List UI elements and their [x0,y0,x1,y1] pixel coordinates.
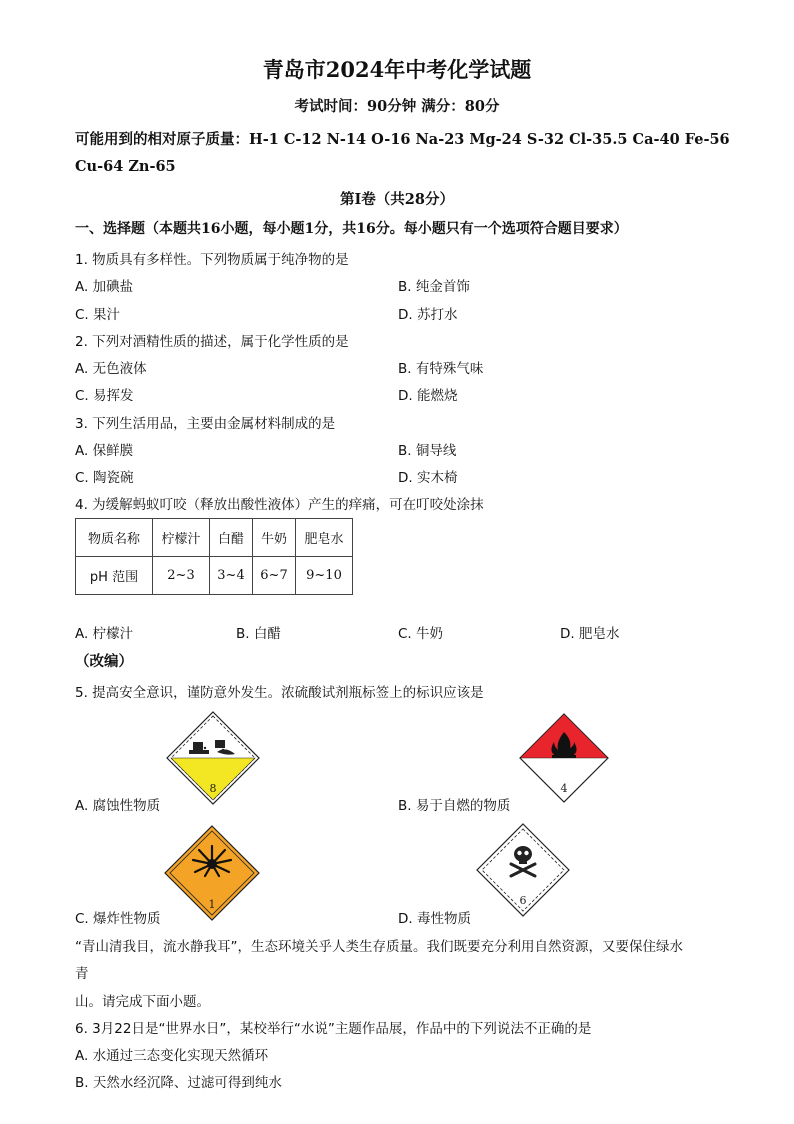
ph-table-cell: 3~4 [210,557,253,595]
question-3-option-b: B. 铜导线 [398,443,457,459]
question-6-option-a: A. 水通过三态变化实现天然循环 [75,1048,269,1064]
flammable-class-number: 4 [560,782,568,795]
question-3-stem: 3. 下列生活用品，主要由金属材料制成的是 [75,416,336,432]
atomic-mass-line-1: 可能用到的相对原子质量：H-1 C-12 N-14 O-16 Na-23 Mg-24 S-32 Cl-35.5 Ca-40 Fe-56 [75,131,730,148]
question-1-option-d: D. 苏打水 [398,307,458,323]
question-2-option-b: B. 有特殊气味 [398,361,484,377]
question-2-option-c: C. 易挥发 [75,388,134,404]
section-heading: 一、选择题（本题共16小题，每小题1分，共16分。每小题只有一个选项符合题目要求） [75,221,628,237]
toxic-hazard-icon [475,822,571,918]
exam-info: 考试时间：90分钟 满分：80分 [294,98,500,115]
corrosive-class-number: 8 [209,782,217,795]
ph-table-header: 牛奶 [253,519,296,557]
corrosive-hazard-icon [165,710,261,806]
passage-line-3: 山。请完成下面小题。 [75,994,210,1010]
ph-table-cell: 9~10 [296,557,353,595]
question-3-option-d: D. 实木椅 [398,470,458,486]
question-5-option-d: D. 毒性物质 [398,911,471,927]
question-2-stem: 2. 下列对酒精性质的描述，属于化学性质的是 [75,334,349,350]
ph-table-header: 柠檬汁 [153,519,210,557]
ph-table-header: 物质名称 [76,519,153,557]
question-5-option-a: A. 腐蚀性物质 [75,798,161,814]
adapted-note: （改编） [75,653,133,670]
ph-table-row [76,557,353,595]
question-3-option-a: A. 保鲜膜 [75,443,134,459]
ph-table [75,518,353,595]
explosive-hazard-icon [163,824,261,922]
ph-table-cell: 2~3 [153,557,210,595]
question-5-stem: 5. 提高安全意识，谨防意外发生。浓硫酸试剂瓶标签上的标识应该是 [75,685,484,701]
passage-line-2: 青 [75,966,89,982]
atomic-mass-line-2: Cu-64 Zn-65 [75,158,176,175]
question-2-option-a: A. 无色液体 [75,361,147,377]
question-2-option-d: D. 能燃烧 [398,388,458,404]
question-6-stem: 6. 3月22日是“世界水日”，某校举行“水说”主题作品展，作品中的下列说法不正确的是 [75,1021,592,1037]
question-4-stem: 4. 为缓解蚂蚁叮咬（释放出酸性液体）产生的痒痛，可在叮咬处涂抹 [75,497,484,513]
ph-table-header: 肥皂水 [296,519,353,557]
question-1-option-a: A. 加碘盐 [75,279,134,295]
question-6-option-b: B. 天然水经沉降、过滤可得到纯水 [75,1075,282,1091]
question-5-option-c: C. 爆炸性物质 [75,911,161,927]
question-1-option-c: C. 果汁 [75,307,121,323]
question-4-option-a: A. 柠檬汁 [75,626,134,642]
question-3-option-c: C. 陶瓷碗 [75,470,134,486]
flammable-hazard-icon [518,712,610,804]
explosive-class-number: 1 [208,898,216,911]
part-heading: 第Ⅰ卷（共28分） [340,191,454,208]
toxic-class-number: 6 [519,894,527,907]
question-4-option-d: D. 肥皂水 [560,626,620,642]
question-4-option-b: B. 白醋 [236,626,281,642]
question-1-option-b: B. 纯金首饰 [398,279,470,295]
ph-table-header-row [76,519,353,557]
ph-table-header: 白醋 [210,519,253,557]
question-5-option-b: B. 易于自燃的物质 [398,798,511,814]
page-title: 青岛市2024年中考化学试题 [262,57,532,82]
passage-line-1: “青山清我目，流水静我耳”，生态环境关乎人类生存质量。我们既要充分利用自然资源，又要保住绿水 [75,939,683,955]
question-4-option-c: C. 牛奶 [398,626,444,642]
question-1-stem: 1. 物质具有多样性。下列物质属于纯净物的是 [75,252,349,268]
ph-table-cell: pH 范围 [76,557,153,595]
ph-table-cell: 6~7 [253,557,296,595]
